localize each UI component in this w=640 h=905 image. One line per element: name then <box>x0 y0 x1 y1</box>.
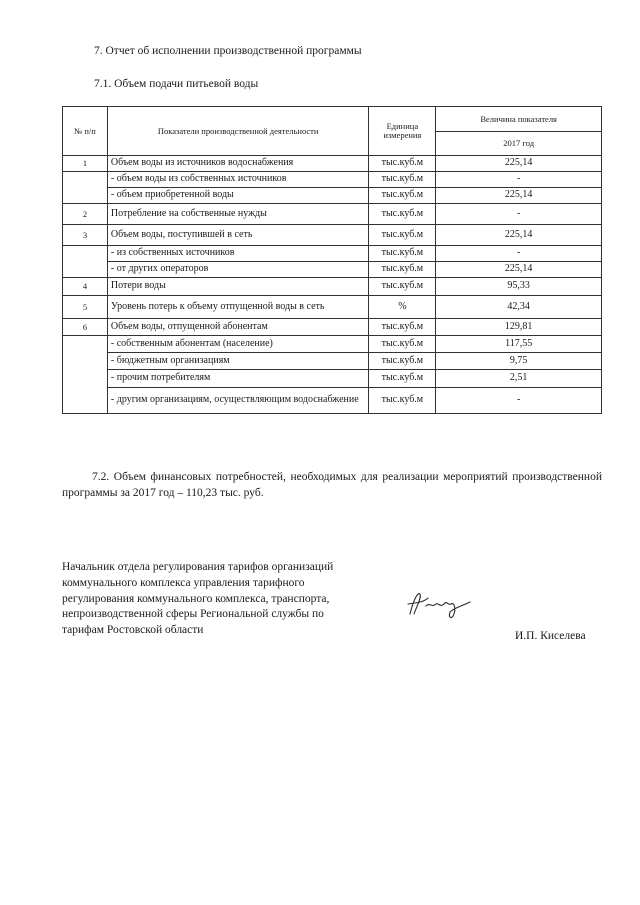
value-cell: 225,14 <box>436 156 602 172</box>
unit-cell: тыс.куб.м <box>369 225 436 246</box>
indicator-name: Потери воды <box>107 278 368 296</box>
unit-cell: тыс.куб.м <box>369 319 436 336</box>
unit-cell: тыс.куб.м <box>369 370 436 388</box>
indicator-name: - от других операторов <box>107 262 368 278</box>
header-indicator: Показатели производственной деятельности <box>107 107 368 156</box>
table-row <box>63 319 602 336</box>
value-cell: - <box>436 172 602 188</box>
value-cell: - <box>436 204 602 225</box>
unit-cell: % <box>369 296 436 319</box>
header-unit: Единица измерения <box>369 107 436 156</box>
row-number: 2 <box>63 204 108 225</box>
table-row <box>63 204 602 225</box>
finance-paragraph: 7.2. Объем финансовых потребностей, необходимых для реализации мероприятий производственной программы за 2017 год – 110,23 тыс. руб. <box>62 471 602 499</box>
table-row <box>63 172 602 188</box>
value-cell: - <box>436 246 602 262</box>
row-number-empty <box>63 172 108 204</box>
row-number-empty <box>63 246 108 278</box>
row-number: 1 <box>63 156 108 172</box>
value-cell: 9,75 <box>436 353 602 370</box>
indicator-name: Объем воды, отпущенной абонентам <box>107 319 368 336</box>
unit-cell: тыс.куб.м <box>369 156 436 172</box>
value-cell: 95,33 <box>436 278 602 296</box>
indicator-name: - объем воды из собственных источников <box>107 172 368 188</box>
indicator-name: - бюджетным организациям <box>107 353 368 370</box>
value-cell: 225,14 <box>436 225 602 246</box>
row-number: 5 <box>63 296 108 319</box>
table-row <box>63 188 602 204</box>
value-cell: 117,55 <box>436 336 602 353</box>
signer-name: И.П. Киселева <box>515 630 586 642</box>
table-row <box>63 262 602 278</box>
table-row <box>63 278 602 296</box>
indicator-name: - объем приобретенной воды <box>107 188 368 204</box>
table-row <box>63 353 602 370</box>
unit-cell: тыс.куб.м <box>369 204 436 225</box>
header-year: 2017 год <box>436 132 602 156</box>
signature-line: Начальник отдела регулирования тарифов организаций <box>62 561 334 573</box>
unit-cell: тыс.куб.м <box>369 353 436 370</box>
value-cell: - <box>436 388 602 414</box>
handwritten-signature <box>404 584 474 624</box>
unit-cell: тыс.куб.м <box>369 388 436 414</box>
table-row <box>63 388 602 414</box>
row-number: 4 <box>63 278 108 296</box>
signature-line: непроизводственной сферы Региональной службы по <box>62 608 324 621</box>
unit-cell: тыс.куб.м <box>369 188 436 204</box>
table-header-row <box>63 107 602 132</box>
table-row <box>63 296 602 319</box>
signature-line: тарифам Ростовской области <box>62 624 204 636</box>
table-row <box>63 246 602 262</box>
row-number: 3 <box>63 225 108 246</box>
indicator-name: Объем воды, поступившей в сеть <box>107 225 368 246</box>
signature-line: регулирования коммунального комплекса, транспорта, <box>62 592 330 605</box>
table-row <box>63 156 602 172</box>
row-number-empty <box>63 336 108 414</box>
unit-cell: тыс.куб.м <box>369 336 436 353</box>
value-cell: 2,51 <box>436 370 602 388</box>
signature-block <box>62 560 392 639</box>
unit-cell: тыс.куб.м <box>369 262 436 278</box>
value-cell: 42,34 <box>436 296 602 319</box>
unit-cell: тыс.куб.м <box>369 172 436 188</box>
section-title: 7. Отчет об исполнении производственной программы <box>94 45 362 57</box>
indicator-name: - из собственных источников <box>107 246 368 262</box>
water-supply-table <box>62 106 602 414</box>
indicator-name: - прочим потребителям <box>107 370 368 388</box>
indicator-name: - собственным абонентам (население) <box>107 336 368 353</box>
table-row <box>63 370 602 388</box>
value-cell: 225,14 <box>436 188 602 204</box>
table-row <box>63 225 602 246</box>
row-number: 6 <box>63 319 108 336</box>
unit-cell: тыс.куб.м <box>369 246 436 262</box>
indicator-name: - другим организациям, осуществляющим водоснабжение <box>107 388 368 414</box>
subsection-title: 7.1. Объем подачи питьевой воды <box>94 78 259 90</box>
table-body <box>63 156 602 414</box>
value-cell: 225,14 <box>436 262 602 278</box>
header-num: № п/п <box>63 107 108 156</box>
unit-cell: тыс.куб.м <box>369 278 436 296</box>
value-cell: 129,81 <box>436 319 602 336</box>
signature-line: коммунального комплекса управления тарифного <box>62 576 305 589</box>
indicator-name: Уровень потерь к объему отпущенной воды в сеть <box>107 296 368 319</box>
indicator-name: Потребление на собственные нужды <box>107 204 368 225</box>
indicator-name: Объем воды из источников водоснабжения <box>107 156 368 172</box>
header-value-group: Величина показателя <box>436 107 602 132</box>
table-row <box>63 336 602 353</box>
